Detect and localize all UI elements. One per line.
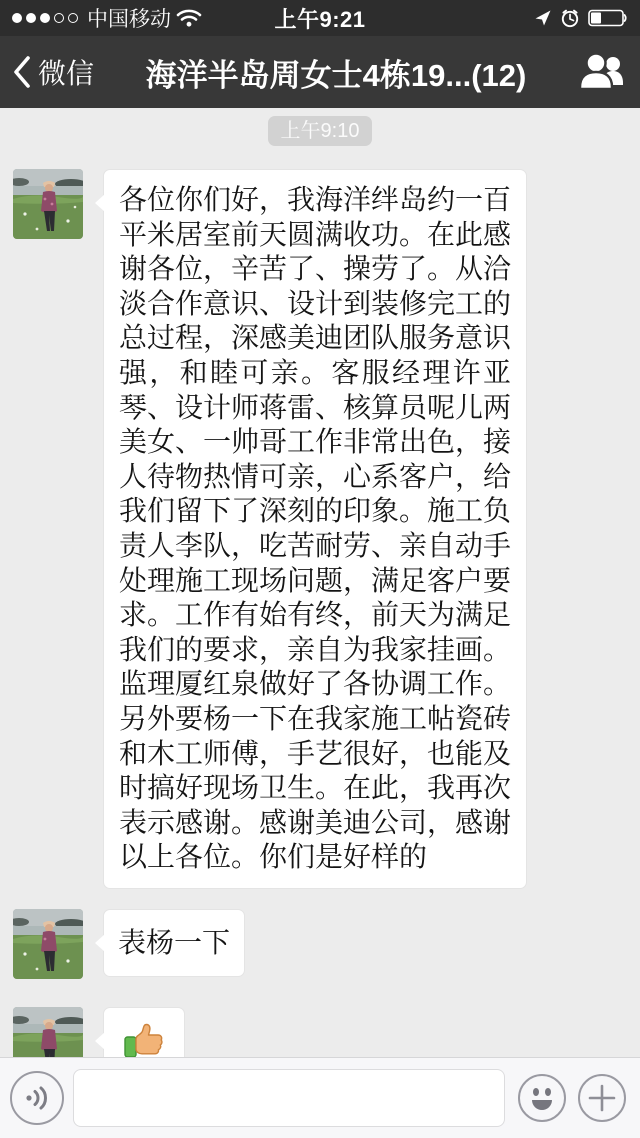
sender-avatar[interactable]	[13, 169, 83, 239]
carrier-label: 中国移动	[87, 8, 171, 31]
message-list[interactable]	[0, 108, 640, 1138]
signal-dot	[40, 13, 50, 23]
status-left	[12, 3, 242, 33]
nav-bar	[0, 36, 640, 108]
voice-wave-icon	[22, 1083, 52, 1113]
status-bar	[0, 0, 640, 36]
signal-dot	[54, 13, 64, 23]
message-row	[0, 909, 640, 979]
back-button[interactable]	[12, 52, 108, 92]
back-label: 微信	[38, 58, 95, 89]
message-bubble[interactable]: 各位你们好，我海洋绊岛约一百平米居室前天圆满收功。在此感谢各位，辛苦了、操劳了。从洽淡合作意识、设计到装修完工的总过程，深感美迪团队服务意识强，和睦可亲。客服经理许亚琴、设计师蒋雷、核算员呢儿两美女、一帅哥工作非常出色，接人待物热情可亲，心系客户，给我们留下了深刻的印象。施工负责人李队，吃苦耐劳、亲自动手处理施工现场问题，满足客户要求。工作有始有终，前天为满足我们的要求，亲自为我家挂画。监理厦红泉做好了各协调工作。另外要杨一下在我家施工帖瓷砖和木工师傅，手艺很好，也能及时搞好现场卫生。在此，我再次表示感谢。感谢美迪公司，感谢以上各位。你们是好样的	[103, 169, 527, 889]
message-row	[0, 169, 640, 889]
signal-dot	[12, 13, 22, 23]
signal-dot	[26, 13, 36, 23]
voice-button[interactable]	[10, 1071, 64, 1125]
group-members-button[interactable]	[564, 51, 628, 93]
thumbs-up-icon	[124, 1022, 164, 1060]
smiley-icon	[525, 1081, 559, 1115]
message-input[interactable]	[73, 1069, 505, 1127]
battery-icon	[588, 9, 628, 27]
signal-dot	[68, 13, 78, 23]
status-time: 上午9:21	[274, 6, 366, 32]
sender-avatar[interactable]	[13, 909, 83, 979]
group-people-icon	[576, 51, 628, 93]
back-chevron-icon	[12, 55, 32, 89]
chat-input-bar	[0, 1057, 640, 1138]
wifi-icon	[176, 8, 202, 28]
emoji-button[interactable]	[518, 1074, 566, 1122]
plus-icon	[586, 1082, 618, 1114]
status-right	[398, 8, 628, 28]
chat-title: 海洋半岛周女士4栋19...(12)	[145, 57, 527, 93]
chat-timestamp-badge: 上午9:10	[268, 116, 373, 146]
alarm-clock-icon	[560, 8, 580, 28]
message-bubble[interactable]: 表杨一下	[103, 909, 245, 978]
signal-strength-dots	[12, 13, 78, 23]
more-button[interactable]	[578, 1074, 626, 1122]
location-arrow-icon	[534, 9, 552, 27]
